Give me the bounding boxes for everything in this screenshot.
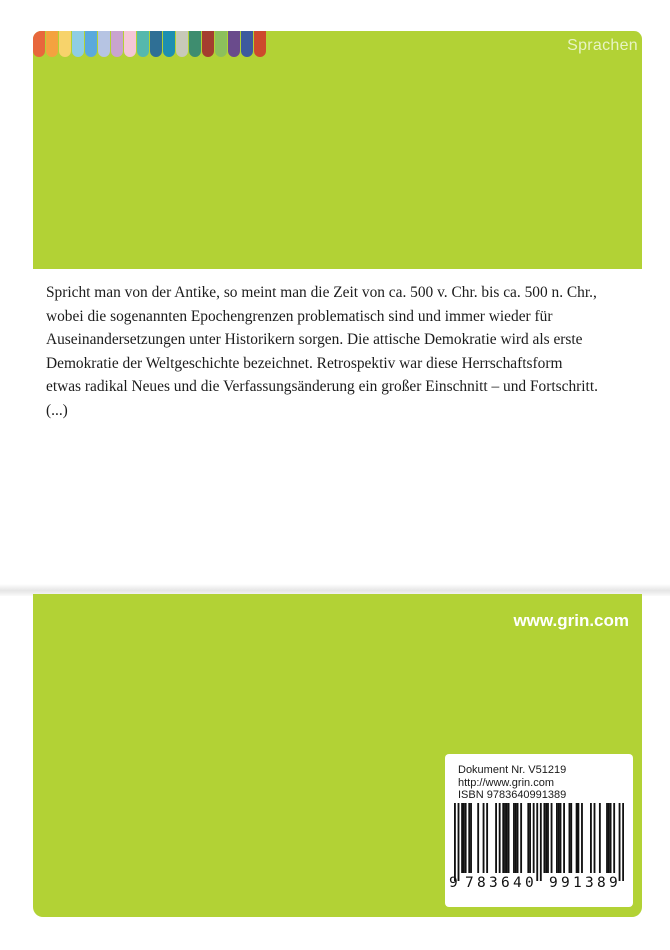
color-tab — [176, 31, 188, 57]
document-url: http://www.grin.com — [458, 776, 554, 789]
barcode-bar — [465, 803, 467, 873]
color-tab — [137, 31, 149, 57]
barcode-bar — [504, 803, 506, 873]
barcode-digit: 3 — [585, 875, 594, 891]
barcode-bar — [570, 803, 572, 873]
color-tab — [33, 31, 45, 57]
barcode-bar — [470, 803, 472, 873]
barcode-digit: 3 — [489, 875, 498, 891]
barcode-digit: 4 — [513, 875, 522, 891]
color-tab — [72, 31, 84, 57]
barcode-bar — [599, 803, 601, 873]
barcode-bar — [517, 803, 519, 873]
barcode-bar — [540, 803, 542, 881]
barcode-digit: 0 — [525, 875, 534, 891]
cover-top-panel — [33, 31, 642, 269]
barcode-icon — [454, 803, 624, 881]
color-tab — [46, 31, 58, 57]
color-tab — [124, 31, 136, 57]
barcode-digit: 9 — [609, 875, 618, 891]
barcode-bar — [506, 803, 508, 873]
barcode-bar — [520, 803, 522, 873]
barcode-bar — [495, 803, 497, 873]
barcode-bar — [594, 803, 596, 873]
barcode-bar — [576, 803, 578, 873]
barcode-bar — [613, 803, 615, 873]
color-tab — [98, 31, 110, 57]
color-tab — [163, 31, 175, 57]
barcode-bar — [563, 803, 565, 873]
barcode-bar — [486, 803, 488, 873]
barcode-bar — [533, 803, 535, 873]
barcode-bar — [463, 803, 465, 873]
barcode-box — [445, 754, 633, 907]
barcode-digit: 9 — [449, 875, 458, 891]
document-info — [458, 764, 566, 802]
barcode-bar — [468, 803, 470, 873]
barcode-bar — [560, 803, 562, 873]
barcode-bar — [581, 803, 583, 873]
barcode-bar — [606, 803, 608, 873]
color-tab — [215, 31, 227, 57]
color-tab — [150, 31, 162, 57]
color-tab — [111, 31, 123, 57]
barcode-bar — [610, 803, 612, 873]
blurb-line: wobei die sogenannten Epochengrenzen problematisch sind und immer wieder für — [46, 307, 553, 325]
blurb-line: (...) — [46, 401, 68, 419]
barcode-digit: 8 — [597, 875, 606, 891]
color-tab — [254, 31, 266, 57]
category-label: Sprachen — [567, 37, 638, 54]
barcode-bar — [619, 803, 621, 881]
barcode-bar — [515, 803, 517, 873]
barcode-bar — [551, 803, 553, 873]
barcode-bar — [454, 803, 456, 881]
barcode-digit: 6 — [501, 875, 510, 891]
barcode-bar — [529, 803, 531, 873]
color-tab — [59, 31, 71, 57]
barcode-bar — [483, 803, 485, 873]
barcode-bar — [569, 803, 571, 873]
barcode-bar — [577, 803, 579, 873]
color-tab-strip — [33, 31, 267, 57]
barcode-bar — [499, 803, 501, 873]
barcode-bar — [502, 803, 504, 873]
color-tab — [241, 31, 253, 57]
blurb-line: Auseinandersetzungen unter Historikern sorgen. Die attische Demokratie wird als erste — [46, 331, 583, 349]
barcode-digit: 1 — [573, 875, 582, 891]
color-tab — [202, 31, 214, 57]
barcode-digit: 8 — [477, 875, 486, 891]
barcode-bar — [545, 803, 547, 873]
barcode-bar — [508, 803, 510, 873]
barcode-bar — [477, 803, 479, 873]
barcode-bar — [622, 803, 624, 881]
barcode-digit: 9 — [549, 875, 558, 891]
barcode-bar — [513, 803, 515, 873]
document-number: Dokument Nr. V51219 — [458, 764, 567, 776]
barcode-bar — [547, 803, 549, 873]
barcode-bar — [543, 803, 545, 873]
barcode-bar — [458, 803, 460, 881]
blurb-line: Spricht man von der Antike, so meint man die Zeit von ca. 500 v. Chr. bis ca. 500 n. Chr., — [46, 284, 597, 301]
color-tab — [189, 31, 201, 57]
barcode-bar — [536, 803, 538, 881]
blurb-line: etwas radikal Neues und die Verfassungsänderung ein großer Einschnitt – und Fortschritt. — [46, 378, 598, 396]
blurb-text — [46, 281, 646, 423]
barcode-bar — [461, 803, 463, 873]
barcode-bar — [590, 803, 592, 873]
barcode-bar — [558, 803, 560, 873]
barcode-bar — [556, 803, 558, 873]
barcode-bar — [608, 803, 610, 873]
color-tab — [228, 31, 240, 57]
blurb-line: Demokratie der Weltgeschichte bezeichnet. Retrospektiv war diese Herrschaftsform — [46, 354, 563, 372]
barcode-bar — [527, 803, 529, 873]
publisher-url[interactable]: www.grin.com — [513, 611, 629, 630]
barcode-digit: 7 — [465, 875, 474, 891]
isbn-label: ISBN 9783640991389 — [458, 789, 567, 801]
barcode-digit: 9 — [561, 875, 570, 891]
color-tab — [85, 31, 97, 57]
